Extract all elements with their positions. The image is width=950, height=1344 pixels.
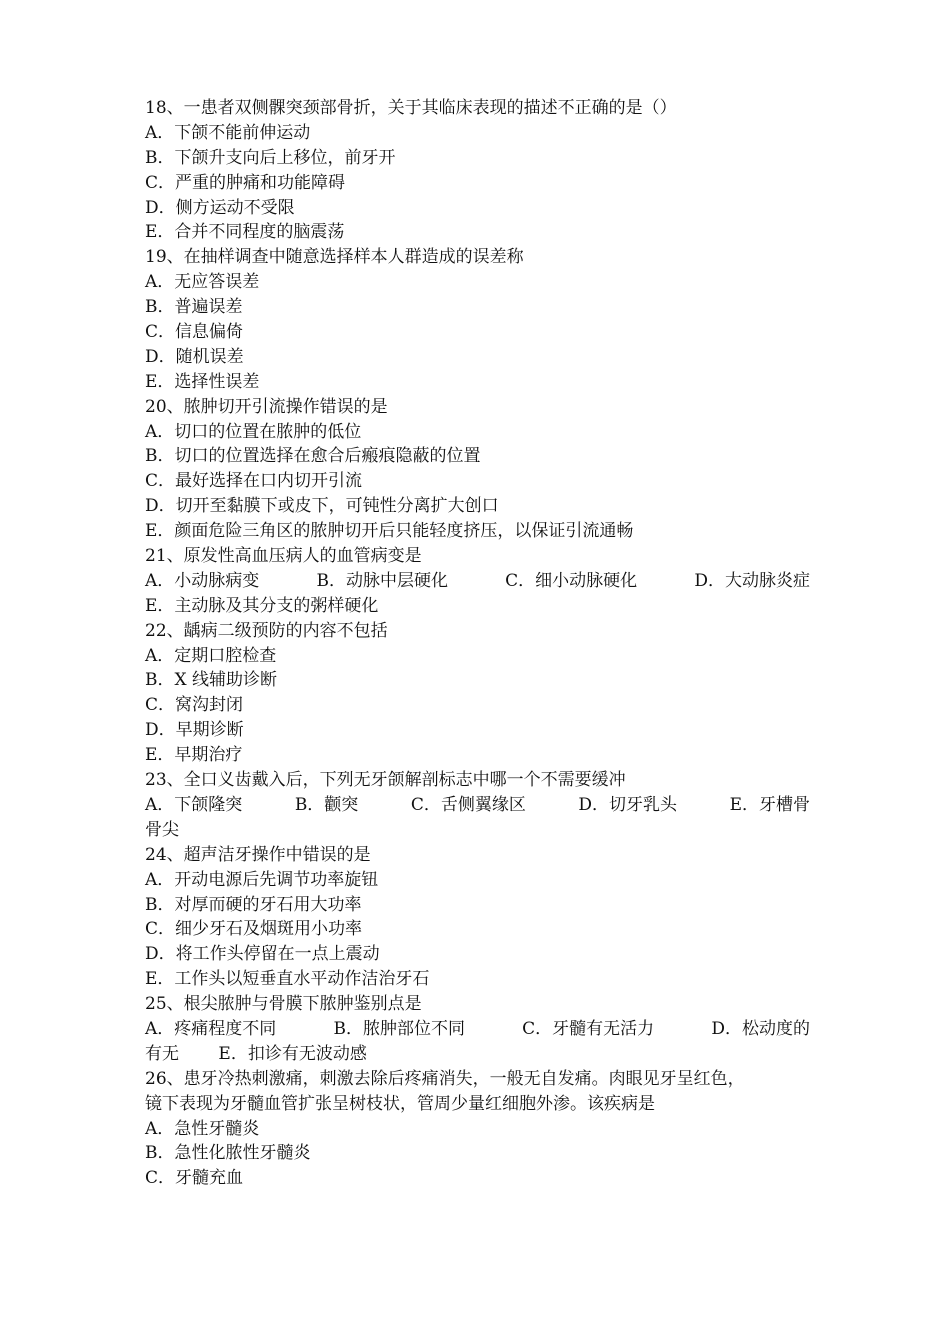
question-21-option-e: E．主动脉及其分支的粥样硬化: [145, 595, 379, 616]
question-21-option-d: D．大动脉炎症: [694, 570, 810, 591]
question-19-option-b: B．普遍误差: [145, 297, 243, 318]
question-22-option-d: D．早期诊断: [145, 720, 244, 741]
question-26-stem-line-2: 镜下表现为牙髓血管扩张呈树枝状，管周少量红细胞外渗。该疾病是: [145, 1093, 655, 1114]
question-23-option-d: D．切牙乳头: [578, 794, 678, 815]
question-18-stem: 18、一患者双侧髁突颈部骨折，关于其临床表现的描述不正确的是（）: [145, 98, 677, 118]
question-20-option-e: E．颜面危险三角区的脓肿切开后只能轻度挤压，以保证引流通畅: [145, 521, 634, 542]
question-18-option-d: D．侧方运动不受限: [145, 197, 295, 218]
question-23-inline-options: [145, 793, 810, 818]
document-page: [145, 96, 810, 1191]
question-21-option-c: C．细小动脉硬化: [505, 570, 638, 591]
question-18-option-b: B．下颌升支向后上移位，前牙开: [145, 147, 396, 168]
question-23-option-a: A．下颌隆突: [145, 794, 243, 815]
question-22-stem: 22、龋病二级预防的内容不包括: [145, 620, 388, 641]
question-26-option-a: A．急性牙髓炎: [145, 1118, 260, 1139]
question-19-option-d: D．随机误差: [145, 346, 244, 367]
question-23-option-b: B．颧突: [294, 794, 359, 815]
question-20-option-c: C．最好选择在口内切开引流: [145, 471, 363, 492]
question-22-option-a: A．定期口腔检查: [145, 645, 277, 666]
question-24-option-d: D．将工作头停留在一点上震动: [145, 944, 380, 965]
question-25-option-d-continuation: 有无: [145, 1043, 179, 1064]
question-25-second-line: [145, 1042, 810, 1067]
question-25-option-d: D．松动度的: [711, 1018, 810, 1039]
question-24-stem: 24、超声洁牙操作中错误的是: [145, 844, 371, 865]
question-18-option-a: A．下颌不能前伸运动: [145, 122, 311, 143]
question-18-option-e: E．合并不同程度的脑震荡: [145, 222, 345, 243]
question-20-option-d: D．切开至黏膜下或皮下，可钝性分离扩大创口: [145, 496, 499, 517]
question-23-option-e: E．牙槽骨: [729, 794, 810, 815]
question-22-option-b: B．X 线辅助诊断: [145, 670, 277, 691]
question-19-stem: 19、在抽样调查中随意选择样本人群造成的误差称: [145, 247, 524, 268]
question-25-option-c: C．牙髓有无活力: [522, 1018, 655, 1039]
question-18-option-c: C．严重的肿痛和功能障碍: [145, 172, 346, 193]
question-20-option-a: A．切口的位置在脓肿的低位: [145, 421, 362, 442]
question-23-option-c: C．舌侧翼缘区: [410, 794, 526, 815]
question-25-option-b: B．脓肿部位不同: [333, 1018, 465, 1039]
question-26-option-c: C．牙髓充血: [145, 1168, 244, 1189]
question-22-option-e: E．早期治疗: [145, 745, 243, 766]
question-21-option-b: B．动脉中层硬化: [316, 570, 448, 591]
question-25-stem: 25、根尖脓肿与骨膜下脓肿鉴别点是: [145, 994, 422, 1015]
question-24-option-c: C．细少牙石及烟斑用小功率: [145, 919, 363, 940]
question-19-option-e: E．选择性误差: [145, 371, 260, 392]
question-25-option-e: E．扣诊有无波动感: [218, 1043, 367, 1064]
question-25-inline-options: [145, 1017, 810, 1042]
question-19-option-a: A．无应答误差: [145, 272, 260, 293]
question-19-option-c: C．信息偏倚: [145, 322, 244, 343]
question-24-option-e: E．工作头以短垂直水平动作洁治牙石: [145, 969, 430, 990]
question-25-option-a: A．疼痛程度不同: [145, 1018, 277, 1039]
question-21-stem: 21、原发性高血压病人的血管病变是: [145, 546, 422, 567]
question-24-option-a: A．开动电源后先调节功率旋钮: [145, 869, 379, 890]
question-26-option-b: B．急性化脓性牙髓炎: [145, 1143, 311, 1164]
question-24-option-b: B．对厚而硬的牙石用大功率: [145, 894, 362, 915]
question-22-option-c: C．窝沟封闭: [145, 695, 244, 716]
question-26-stem-line-1: 26、患牙冷热刺激痛，刺激去除后疼痛消失，一般无自发痛。肉眼见牙呈红色，: [145, 1068, 745, 1089]
question-21-inline-options: [145, 569, 810, 594]
question-20-stem: 20、脓肿切开引流操作错误的是: [145, 396, 388, 417]
question-21-option-a: A．小动脉病变: [145, 570, 260, 591]
question-23-continuation: 骨尖: [145, 819, 179, 840]
question-20-option-b: B．切口的位置选择在愈合后瘢痕隐蔽的位置: [145, 446, 481, 467]
question-23-stem: 23、全口义齿戴入后，下列无牙颌解剖标志中哪一个不需要缓冲: [145, 770, 626, 791]
